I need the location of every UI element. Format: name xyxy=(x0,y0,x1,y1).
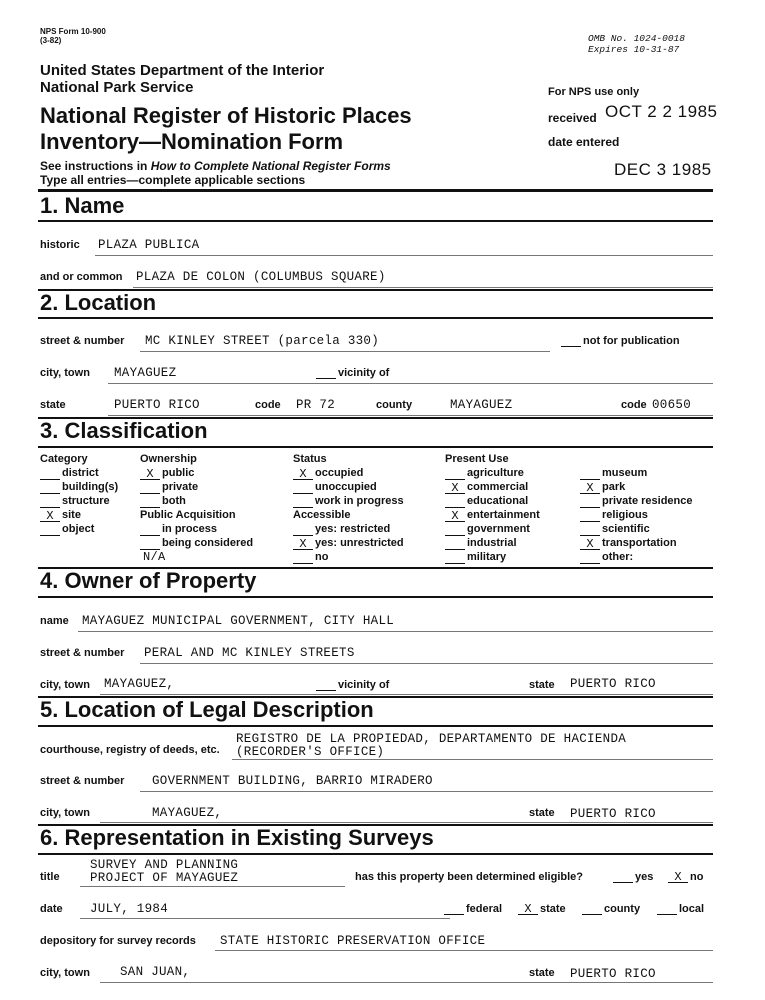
legal-city: MAYAGUEZ, xyxy=(152,806,223,820)
checkbox-mark[interactable] xyxy=(445,525,465,536)
level-state xyxy=(518,903,566,915)
checkbox-mark[interactable] xyxy=(293,483,313,494)
survey-date-label: date xyxy=(40,903,63,915)
checkbox-blank[interactable] xyxy=(444,904,464,915)
classification-option xyxy=(40,508,118,522)
courthouse-line-2: (RECORDER'S OFFICE) xyxy=(236,745,385,759)
form-title-2: Inventory—Nomination Form xyxy=(40,129,344,154)
owner-city-label: city, town xyxy=(40,679,90,691)
checkbox-blank[interactable] xyxy=(657,904,677,915)
checkbox-blank[interactable] xyxy=(582,904,602,915)
department: United States Department of the Interior xyxy=(40,62,325,79)
code-label: code xyxy=(255,399,281,411)
checkbox-mark[interactable] xyxy=(580,497,600,508)
classification-option xyxy=(445,522,540,536)
present-use-column xyxy=(445,452,540,564)
section-rule xyxy=(38,317,713,319)
present-use-options-1 xyxy=(445,466,540,564)
received-stamp: OCT 2 2 1985 xyxy=(605,102,718,121)
section-4-title: 4. Owner of Property xyxy=(40,568,257,593)
ownership-options xyxy=(140,466,253,508)
checkbox-mark[interactable] xyxy=(580,511,600,522)
section-rule xyxy=(38,596,713,598)
form-date: (3-82) xyxy=(40,36,62,45)
checkbox-mark[interactable] xyxy=(40,469,60,480)
instructions-title: How to Complete National Register Forms xyxy=(150,159,391,173)
state-code: PR 72 xyxy=(296,398,336,412)
checkbox-blank[interactable] xyxy=(561,336,581,347)
checkbox-mark[interactable] xyxy=(40,497,60,508)
classification-option xyxy=(580,480,693,494)
option-label: other: xyxy=(602,551,634,563)
option-label: being considered xyxy=(162,537,254,549)
not-for-publication-label: not for publication xyxy=(583,335,680,347)
city-label: city, town xyxy=(40,367,90,379)
code2-label: code xyxy=(621,399,647,411)
checkbox-mark[interactable] xyxy=(445,539,465,550)
date-entered-stamp: DEC 3 1985 xyxy=(614,160,712,179)
checkbox-mark[interactable] xyxy=(140,497,160,508)
classification-option xyxy=(293,522,404,536)
option-label: transportation xyxy=(602,537,677,549)
eligible-yes xyxy=(613,871,653,883)
survey-title-line-2: PROJECT OF MAYAGUEZ xyxy=(90,871,239,885)
omb-expires: Expires 10-31-87 xyxy=(588,44,680,55)
checkbox-mark[interactable]: X xyxy=(445,511,465,522)
checkbox-mark[interactable] xyxy=(580,553,600,564)
checkbox-blank[interactable] xyxy=(316,368,336,379)
county-label: county xyxy=(376,399,413,411)
checkbox-blank[interactable] xyxy=(613,872,633,883)
option-label: entertainment xyxy=(467,509,540,521)
owner-street-label: street & number xyxy=(40,647,125,659)
option-label: object xyxy=(62,523,95,535)
section-5-title: 5. Location of Legal Description xyxy=(40,697,374,722)
accessible-options xyxy=(293,522,404,564)
classification-option xyxy=(445,466,540,480)
option-label: industrial xyxy=(467,537,517,549)
classification-option xyxy=(445,494,540,508)
present-use-heading: Present Use xyxy=(445,453,509,465)
classification-option xyxy=(445,508,540,522)
classification-option xyxy=(580,508,693,522)
not-for-publication xyxy=(561,335,680,347)
option-label: scientific xyxy=(602,523,650,535)
option-label: occupied xyxy=(315,467,364,479)
instructions-line-2: Type all entries—complete applicable sections xyxy=(40,173,306,187)
option-label: private xyxy=(162,481,199,493)
checkbox-mark[interactable]: X xyxy=(140,469,160,480)
option-label: park xyxy=(602,481,626,493)
federal-label: federal xyxy=(466,903,503,915)
service: National Park Service xyxy=(40,79,194,96)
date-entered-label: date entered xyxy=(548,135,620,149)
form-title-1: National Register of Historic Places xyxy=(40,103,412,128)
depository-label: depository for survey records xyxy=(40,935,196,947)
field-line xyxy=(232,759,713,760)
checkbox-mark[interactable]: X xyxy=(293,539,313,550)
legal-city-label: city, town xyxy=(40,807,90,819)
checkbox-mark[interactable]: X xyxy=(580,483,600,494)
checkbox-mark[interactable] xyxy=(140,483,160,494)
county-code: 00650 xyxy=(652,398,692,412)
survey-city: SAN JUAN, xyxy=(120,965,191,979)
checkbox-mark[interactable] xyxy=(580,469,600,480)
historic-name: PLAZA PUBLICA xyxy=(98,238,200,252)
section-rule xyxy=(38,220,713,222)
vicinity-label: vicinity of xyxy=(338,367,390,379)
owner-street: PERAL AND MC KINLEY STREETS xyxy=(144,646,355,660)
legal-street: GOVERNMENT BUILDING, BARRIO MIRADERO xyxy=(152,774,433,788)
classification-option xyxy=(40,466,118,480)
received-label: received xyxy=(548,111,597,125)
classification-option xyxy=(40,494,118,508)
classification-option xyxy=(293,466,404,480)
form-number: NPS Form 10-900 xyxy=(40,27,106,36)
field-line xyxy=(100,982,713,983)
field-line xyxy=(215,950,713,951)
checkbox-mark[interactable] xyxy=(445,469,465,480)
classification-option xyxy=(580,522,693,536)
field-line xyxy=(140,663,713,664)
historic-label: historic xyxy=(40,239,80,251)
category-heading: Category xyxy=(40,453,88,465)
location-street: MC KINLEY STREET (parcela 330) xyxy=(145,334,380,348)
checkbox-mark[interactable]: X xyxy=(580,539,600,550)
acquisition-na: N/A xyxy=(143,550,166,564)
option-label: yes: restricted xyxy=(315,523,391,535)
option-label: yes: unrestricted xyxy=(315,537,404,549)
survey-state-label: state xyxy=(529,967,555,979)
classification-option xyxy=(40,480,118,494)
survey-city-label: city, town xyxy=(40,967,90,979)
classification-option xyxy=(580,466,693,480)
field-line xyxy=(80,886,345,887)
depository: STATE HISTORIC PRESERVATION OFFICE xyxy=(220,934,486,948)
ownership-column xyxy=(140,452,253,564)
option-label: in process xyxy=(162,523,218,535)
field-line xyxy=(100,694,713,695)
yes-label: yes xyxy=(635,871,654,883)
eligible-question: has this property been determined eligible? xyxy=(355,871,583,883)
courthouse-label: courthouse, registry of deeds, etc. xyxy=(40,744,220,756)
legal-state-label: state xyxy=(529,807,555,819)
classification-option xyxy=(140,466,253,480)
owner-name-label: name xyxy=(40,615,69,627)
state-label: state xyxy=(40,399,66,411)
level-county xyxy=(582,903,640,915)
field-line xyxy=(108,383,713,384)
local-label: local xyxy=(679,903,705,915)
checkbox-mark[interactable]: X xyxy=(293,469,313,480)
courthouse-line-1: REGISTRO DE LA PROPIEDAD, DEPARTAMENTO DE HACIENDA xyxy=(236,732,627,746)
classification-option xyxy=(40,522,118,536)
level-local xyxy=(657,903,704,915)
classification-option xyxy=(140,480,253,494)
checkbox-mark[interactable] xyxy=(140,539,160,550)
survey-title-line-1: SURVEY AND PLANNING xyxy=(90,858,239,872)
option-label: no xyxy=(315,551,329,563)
section-rule xyxy=(38,446,713,448)
owner-vicinity xyxy=(316,679,389,691)
classification-option xyxy=(140,522,253,536)
status-column xyxy=(293,452,404,564)
section-rule xyxy=(38,725,713,727)
checkbox-mark[interactable] xyxy=(445,553,465,564)
eligible-no xyxy=(668,871,703,883)
legal-street-label: street & number xyxy=(40,775,125,787)
section-rule xyxy=(38,189,713,192)
category-column xyxy=(40,452,118,536)
omb-number: OMB No. 1024-0018 xyxy=(588,33,685,44)
checkbox-mark[interactable] xyxy=(293,497,313,508)
classification-option xyxy=(293,494,404,508)
status-options xyxy=(293,466,404,508)
owner-state: PUERTO RICO xyxy=(570,677,656,691)
field-line xyxy=(78,631,713,632)
section-1-title: 1. Name xyxy=(40,193,125,218)
nps-use-label: For NPS use only xyxy=(548,86,640,98)
checkbox-mark[interactable] xyxy=(293,553,313,564)
field-line xyxy=(100,822,713,823)
location-city: MAYAGUEZ xyxy=(114,366,177,380)
survey-state: PUERTO RICO xyxy=(570,967,656,981)
accessible-heading: Accessible xyxy=(293,509,351,521)
classification-option xyxy=(293,550,404,564)
status-heading: Status xyxy=(293,453,327,465)
option-label: private residence xyxy=(602,495,693,507)
option-label: public xyxy=(162,467,195,479)
owner-name: MAYAGUEZ MUNICIPAL GOVERNMENT, CITY HALL xyxy=(82,614,395,628)
option-label: educational xyxy=(467,495,529,507)
classification-option xyxy=(445,550,540,564)
checkbox-mark[interactable] xyxy=(140,525,160,536)
owner-state-label: state xyxy=(529,679,555,691)
classification-option xyxy=(445,480,540,494)
checkbox-mark[interactable]: X xyxy=(445,483,465,494)
option-label: structure xyxy=(62,495,110,507)
option-label: agriculture xyxy=(467,467,524,479)
classification-option xyxy=(140,494,253,508)
state-label: state xyxy=(540,903,566,915)
option-label: commercial xyxy=(467,481,529,493)
classification-option xyxy=(580,494,693,508)
common-name: PLAZA DE COLON (COLUMBUS SQUARE) xyxy=(136,270,386,284)
classification-option xyxy=(293,536,404,550)
location-county: MAYAGUEZ xyxy=(450,398,513,412)
field-line xyxy=(140,351,550,352)
classification-option xyxy=(580,550,693,564)
section-rule xyxy=(38,853,713,855)
owner-vicinity-label: vicinity of xyxy=(338,679,390,691)
classification-option xyxy=(580,536,693,550)
checkbox-mark[interactable]: X xyxy=(668,872,688,883)
classification-option xyxy=(293,480,404,494)
checkbox-mark[interactable] xyxy=(40,525,60,536)
classification-option xyxy=(140,536,253,550)
category-options xyxy=(40,466,118,536)
legal-state: PUERTO RICO xyxy=(570,807,656,821)
option-label: work in progress xyxy=(315,495,404,507)
instructions-prefix: See instructions in xyxy=(40,159,151,173)
option-label: building(s) xyxy=(62,481,119,493)
section-3-title: 3. Classification xyxy=(40,418,208,443)
option-label: district xyxy=(62,467,99,479)
checkbox-mark[interactable]: X xyxy=(40,511,60,522)
option-label: unoccupied xyxy=(315,481,377,493)
checkbox-blank[interactable] xyxy=(316,680,336,691)
classification-option xyxy=(445,536,540,550)
option-label: museum xyxy=(602,467,648,479)
survey-date: JULY, 1984 xyxy=(90,902,169,916)
option-label: site xyxy=(62,509,81,521)
section-6-title: 6. Representation in Existing Surveys xyxy=(40,825,434,850)
checkbox-mark[interactable] xyxy=(580,525,600,536)
field-line xyxy=(108,415,713,416)
instructions-line-1 xyxy=(40,159,391,173)
owner-city: MAYAGUEZ, xyxy=(104,677,175,691)
checkbox-mark[interactable]: X xyxy=(518,904,538,915)
county-label: county xyxy=(604,903,641,915)
level-federal xyxy=(444,903,502,915)
checkbox-mark[interactable] xyxy=(40,483,60,494)
option-label: government xyxy=(467,523,530,535)
field-line xyxy=(95,255,713,256)
no-label: no xyxy=(690,871,704,883)
field-line xyxy=(140,791,713,792)
location-state: PUERTO RICO xyxy=(114,398,200,412)
checkbox-mark[interactable] xyxy=(445,497,465,508)
common-name-label: and or common xyxy=(40,271,123,283)
street-label: street & number xyxy=(40,335,125,347)
field-line xyxy=(80,918,450,919)
section-2-title: 2. Location xyxy=(40,290,157,315)
option-label: religious xyxy=(602,509,648,521)
public-acquisition-heading: Public Acquisition xyxy=(140,509,236,521)
survey-title-label: title xyxy=(40,871,60,883)
present-use-options-2 xyxy=(580,466,693,564)
checkbox-mark[interactable] xyxy=(293,525,313,536)
present-use-column-2 xyxy=(580,466,693,564)
field-line xyxy=(133,287,713,288)
option-label: both xyxy=(162,495,186,507)
ownership-heading: Ownership xyxy=(140,453,197,465)
acquisition-options xyxy=(140,522,253,550)
vicinity xyxy=(316,367,389,379)
option-label: military xyxy=(467,551,507,563)
